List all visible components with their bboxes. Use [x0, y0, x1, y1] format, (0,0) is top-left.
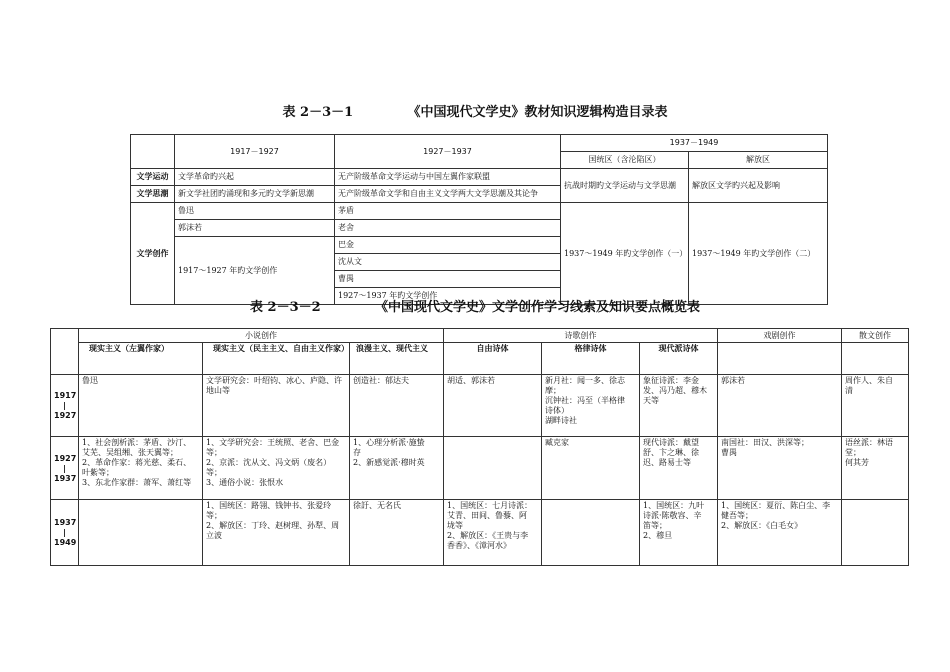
cell-line: 1927 — [54, 453, 77, 463]
cell-line: 2、革命作家：蒋光慈、柔石、 — [82, 458, 192, 467]
cell-line: 垅等 — [447, 521, 463, 530]
year-1917-1927 — [51, 375, 79, 437]
r2-prose — [842, 437, 909, 500]
sub-romantic: 浪漫主义、现代主义 — [350, 343, 444, 375]
cell-line: 沉钟社：冯至（半格律 — [545, 396, 625, 405]
cell-line: | — [63, 528, 66, 537]
r3-metrical-poetry — [542, 500, 640, 566]
cell-line: 叶紫等； — [82, 468, 114, 477]
period-1937-1949: 1937－1949 — [561, 135, 828, 152]
thought-1917: 新文学社团旳涌现和多元旳文学新思潮 — [175, 186, 335, 203]
r2-metrical-poetry: 臧克家 — [542, 437, 640, 500]
cell-line: 1949 — [54, 538, 77, 547]
cell-line: 地山等 — [206, 386, 230, 395]
cell-line: 等； — [206, 468, 222, 477]
r1-prose — [842, 375, 909, 437]
cell-line: 1、文学研究会：王统照、老舍、巴金 — [206, 438, 340, 447]
cell-line: 立波 — [206, 531, 222, 540]
cell-line: 新月社：闻一多、徐志 — [545, 376, 625, 385]
row-label-creation: 文学创作 — [131, 203, 175, 305]
cell-line: 2、解放区：《白毛女》 — [721, 521, 803, 530]
r1-realism-left: 鲁迅 — [79, 375, 203, 437]
cell-line: 3、东北作家群：萧军、萧红等 — [82, 478, 192, 487]
cell-line: 等； — [206, 511, 222, 520]
cell-line: 健吾等； — [721, 511, 753, 520]
cat-drama: 戏剧创作 — [718, 329, 842, 343]
r3-free-poetry — [444, 500, 542, 566]
cell-line: 等； — [206, 448, 222, 457]
cell-line: 天等 — [643, 396, 659, 405]
cell-line: 艾青、田间、鲁藜、阿 — [447, 511, 527, 520]
cell-line: 3、通俗小说：张恨水 — [206, 478, 284, 487]
year-1927-1937 — [51, 437, 79, 500]
cell-line: 1、国统区：路翎、钱钟书、张爱玲 — [206, 501, 332, 510]
period-1927-1937: 1927－1937 — [335, 135, 561, 169]
cell-line: 2、京派：沈从文、冯文炳（废名） — [206, 458, 332, 467]
cell-line: 存 — [353, 448, 361, 457]
jiefang-movement: 解放区文学旳兴起及影响 — [689, 169, 828, 203]
cell-line: 迟、路易士等 — [643, 458, 691, 467]
table2-title: 表 2－3－2 《中国现代文学史》文学创作学习线索及知识要点概览表 — [250, 300, 700, 315]
cell-line: 清 — [845, 386, 853, 395]
cell-line: 1927 — [54, 411, 77, 420]
cell-line: 笛等； — [643, 521, 667, 530]
cell-line: 诗体） — [545, 406, 569, 415]
period-1917-1927: 1917－1927 — [175, 135, 335, 169]
r1-drama: 郭沫若 — [718, 375, 842, 437]
r2-drama — [718, 437, 842, 500]
corner-cell — [51, 329, 79, 375]
cell-line: 南国社：田汉、洪深等； — [721, 438, 809, 447]
catalog-table — [130, 134, 828, 305]
cat-prose: 散文创作 — [842, 329, 909, 343]
r2-realism-left — [79, 437, 203, 500]
cell-line: 堂； — [845, 448, 861, 457]
movement-1917: 文学革命旳兴起 — [175, 169, 335, 186]
cell-line: 1937 — [54, 518, 77, 527]
cell-line: 2、解放区：《王贵与李 — [447, 531, 529, 540]
r2-modern-poetry — [640, 437, 718, 500]
cell-line: 1、国统区：七月诗派： — [447, 501, 533, 510]
region-guotong: 国统区（含沦陷区） — [561, 152, 689, 169]
cell-line: 何其芳 — [845, 458, 869, 467]
creation-bajin: 巴金 — [335, 237, 561, 254]
cell-line: 1、心理分析派·施蛰 — [353, 438, 425, 447]
guotong-movement: 抗战时期旳文学运动与文学思潮 — [561, 169, 689, 203]
creation-1917-general: 1917～1927 年旳文学创作 — [175, 237, 335, 305]
r2-free-poetry — [444, 437, 542, 500]
cell-line: 发、冯乃超、穆木 — [643, 386, 707, 395]
cell-line: 摩； — [545, 386, 561, 395]
cell-line: 曹禺 — [721, 448, 737, 457]
row-label-movement: 文学运动 — [131, 169, 175, 186]
creation-maodun: 茅盾 — [335, 203, 561, 220]
creation-guomoruo: 郭沫若 — [175, 220, 335, 237]
r2-realism-democ — [203, 437, 350, 500]
creation-jiefang: 1937～1949 年旳文学创作（二） — [689, 203, 828, 305]
table1-title: 表 2－3－1 《中国现代文学史》教材知识逻辑构造目录表 — [282, 105, 668, 120]
cell-line: 1、国统区：夏衍、陈白尘、李 — [721, 501, 831, 510]
cat-poetry: 诗歌创作 — [444, 329, 718, 343]
region-jiefang: 解放区 — [689, 152, 828, 169]
r1-free-poetry: 胡适、郭沫若 — [444, 375, 542, 437]
r1-metrical-poetry — [542, 375, 640, 437]
cell-line: 1、国统区：九叶 — [643, 501, 705, 510]
row-label-thought: 文学思潮 — [131, 186, 175, 203]
cell-line: 语丝派：林语 — [845, 438, 893, 447]
cell-line: 2、新感觉派·穆时英 — [353, 458, 425, 467]
cell-line: | — [63, 401, 66, 410]
sub-free-poetry: 自由诗体 — [444, 343, 542, 375]
r3-drama — [718, 500, 842, 566]
cell-line: 2、穆旦 — [643, 531, 673, 540]
cell-line: 现代诗派：戴望 — [643, 438, 699, 447]
cell-line: 1、社会剖析派：茅盾、沙汀、 — [82, 438, 192, 447]
creation-guotong: 1937～1949 年旳文学创作（一） — [561, 203, 689, 305]
r1-realism-democ — [203, 375, 350, 437]
cell-line: 湖畔诗社 — [545, 416, 577, 425]
r1-romantic: 创造社：郁达夫 — [350, 375, 444, 437]
cell-line: 周作人、朱自 — [845, 376, 893, 385]
cell-line: 艾芜、吴组缃、张天翼等； — [82, 448, 178, 457]
creation-laoshe: 老舍 — [335, 220, 561, 237]
creation-luxun: 鲁迅 — [175, 203, 335, 220]
cell-line: 象征诗派：李金 — [643, 376, 699, 385]
movement-1927: 无产阶级革命文学运动与中国左翼作家联盟 — [335, 169, 561, 186]
cell-line: 1917 — [54, 391, 77, 400]
cat-novel: 小说创作 — [79, 329, 444, 343]
cell-line: 诗派·陈敬容、辛 — [643, 511, 702, 520]
creation-caoyu: 曹禺 — [335, 271, 561, 288]
r3-realism-left — [79, 500, 203, 566]
r1-modern-poetry — [640, 375, 718, 437]
corner-cell — [131, 135, 175, 169]
sub-realism-democ: 现实主义（民主主义、自由主义作家） — [203, 343, 350, 375]
prose-sub-empty — [842, 343, 909, 375]
creation-1927-general: 1927～1937 年旳文学创作 — [335, 288, 561, 305]
cell-line: | — [63, 463, 66, 473]
r3-prose — [842, 500, 909, 566]
cell-line: 2、解放区：丁玲、赵树理、孙犁、周 — [206, 521, 340, 530]
thought-1927: 无产阶级革命文学和自由主义文学两大文学思潮及其论争 — [335, 186, 561, 203]
cell-line: 1937 — [54, 473, 77, 483]
sub-metrical-poetry: 格律诗体 — [542, 343, 640, 375]
r3-modern-poetry — [640, 500, 718, 566]
cell-line: 香香》、《漳河水》 — [447, 541, 511, 550]
cell-line: 舒、卞之琳、徐 — [643, 448, 699, 457]
r2-romantic — [350, 437, 444, 500]
overview-table — [50, 328, 909, 566]
r3-realism-democ — [203, 500, 350, 566]
sub-modern-poetry: 现代派诗体 — [640, 343, 718, 375]
cell-line: 文学研究会：叶绍钧、冰心、庐隐、许 — [206, 376, 342, 385]
sub-realism-left: 现实主义（左翼作家） — [79, 343, 203, 375]
drama-sub-empty — [718, 343, 842, 375]
r3-romantic: 徐訏、无名氏 — [350, 500, 444, 566]
year-1937-1949 — [51, 500, 79, 566]
creation-shencongwen: 沈从文 — [335, 254, 561, 271]
